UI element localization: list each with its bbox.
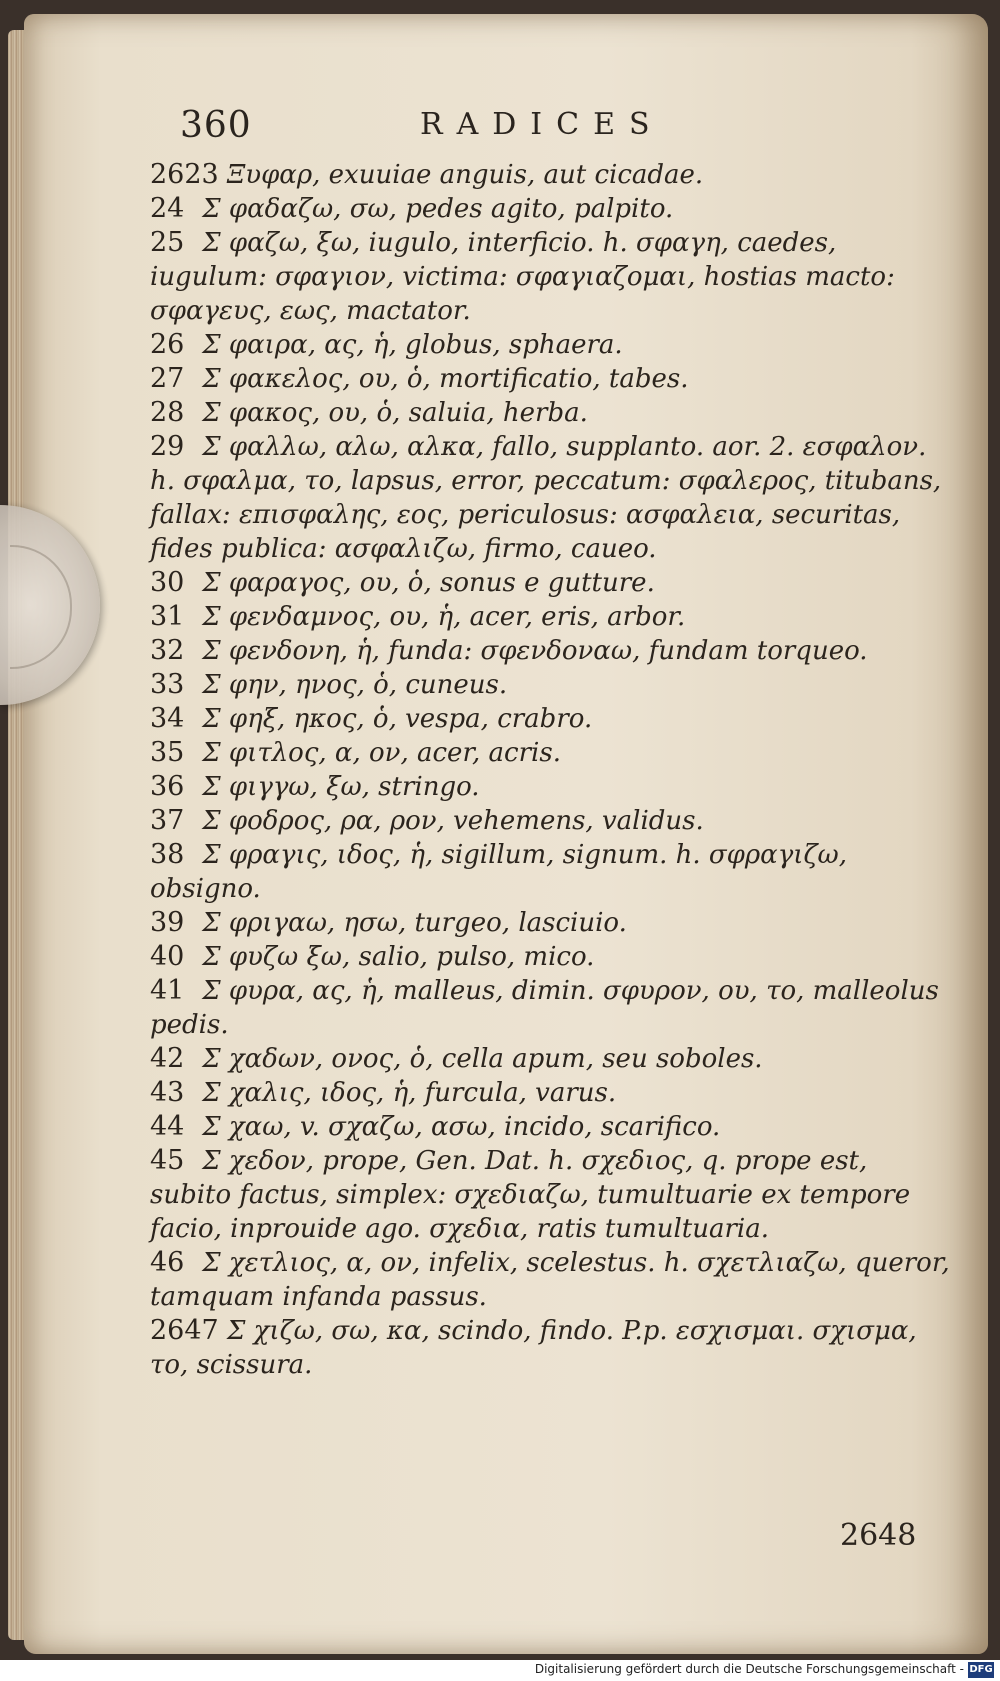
entry-number: 40 — [150, 941, 185, 972]
entry-text: Σ φαδαζω, σω, pedes agito, palpito. — [202, 194, 674, 224]
dictionary-entry — [150, 430, 950, 566]
entry-text: Σ χετλιος, α, ον, infelix, scelestus. h. σχετλιαζω, queror, tamquam infanda passus. — [150, 1248, 950, 1312]
entry-text: Σ φυρα, ας, ἡ, malleus, dimin. σφυρον, ου, το, malleolus pedis. — [150, 976, 939, 1040]
dictionary-entry — [150, 566, 950, 600]
entry-text: Σ φαραγος, ου, ὁ, sonus e gutture. — [202, 568, 655, 598]
entry-text: Σ φηξ, ηκος, ὁ, vespa, crabro. — [202, 704, 593, 734]
entry-text: Σ φενδαμνος, ου, ἡ, acer, eris, arbor. — [202, 602, 686, 632]
dictionary-entry — [150, 838, 950, 906]
dictionary-entry — [150, 974, 950, 1042]
dictionary-entry — [150, 362, 950, 396]
entry-number: 26 — [150, 329, 185, 360]
entry-text: Σ φακος, ου, ὁ, saluia, herba. — [202, 398, 588, 428]
dictionary-entry — [150, 600, 950, 634]
entry-number: 33 — [150, 669, 185, 700]
entry-text: Σ χιζω, σω, κα, scindo, findo. P.p. εσχισμαι. σχισμα, το, scissura. — [150, 1316, 917, 1380]
entry-number: 37 — [150, 805, 185, 836]
entry-number: 46 — [150, 1247, 185, 1278]
entry-number: 43 — [150, 1077, 185, 1108]
entry-text: Σ χαλις, ιδος, ἡ, furcula, varus. — [202, 1078, 617, 1108]
dictionary-entry — [150, 736, 950, 770]
entry-text: Σ φην, ηνος, ὁ, cuneus. — [202, 670, 508, 700]
entry-text: Σ χαω, v. σχαζω, ασω, incido, scarifico. — [202, 1112, 721, 1142]
entry-number: 39 — [150, 907, 185, 938]
page-number: 360 — [180, 105, 252, 146]
entry-number: 42 — [150, 1043, 185, 1074]
entry-text: Σ φριγαω, ησω, turgeo, lasciuio. — [202, 908, 627, 938]
entry-number: 34 — [150, 703, 185, 734]
dictionary-entry — [150, 192, 950, 226]
dictionary-entry — [150, 804, 950, 838]
entry-text: Σ φαιρα, ας, ἡ, globus, sphaera. — [202, 330, 623, 360]
digitization-footer — [0, 1660, 1000, 1681]
dictionary-entry — [150, 1042, 950, 1076]
dictionary-entry — [150, 1110, 950, 1144]
entry-number: 25 — [150, 227, 185, 258]
dictionary-entry — [150, 396, 950, 430]
entry-number: 31 — [150, 601, 185, 632]
entry-number: 29 — [150, 431, 185, 462]
entry-number: 24 — [150, 193, 185, 224]
entry-text: Σ φενδονη, ἡ, funda: σφενδοναω, fundam torqueo. — [202, 636, 868, 666]
entry-number: 27 — [150, 363, 185, 394]
entry-text: Σ χαδων, ονος, ὁ, cella apum, seu soboles. — [202, 1044, 763, 1074]
entry-number: 38 — [150, 839, 185, 870]
entry-text: Σ φαλλω, αλω, αλκα, fallo, supplanto. aor. 2. εσφαλον. h. σφαλμα, το, lapsus, error, peccatum: σφαλερος, titubans, fallax: επισφαλης, εος, periculosus: ασφαλεια, securitas, fides publica: ασφαλιζω, firmo, caueo. — [150, 432, 942, 564]
entry-text: Σ φακελος, ου, ὁ, mortificatio, tabes. — [202, 364, 689, 394]
page-header — [150, 95, 930, 155]
entry-text: Σ φιγγω, ξω, stringo. — [202, 772, 480, 802]
dictionary-entry — [150, 668, 950, 702]
entry-number: 32 — [150, 635, 185, 666]
catchword: 2648 — [840, 1518, 917, 1553]
dictionary-entries — [150, 158, 950, 1382]
entry-number: 28 — [150, 397, 185, 428]
entry-text: Σ φαζω, ξω, iugulo, interficio. h. σφαγη, caedes, iugulum: σφαγιον, victima: σφαγιαζομαι, hostias macto: σφαγευς, εως, mactator. — [150, 228, 895, 326]
entry-number: 44 — [150, 1111, 185, 1142]
running-head: RADICES — [420, 107, 664, 142]
entry-text: Σ φοδρος, ρα, ρον, vehemens, validus. — [202, 806, 704, 836]
entry-number: 45 — [150, 1145, 185, 1176]
entry-text: Σ φραγις, ιδος, ἡ, sigillum, signum. h. σφραγιζω, obsigno. — [150, 840, 847, 904]
dfg-logo-icon: DFG — [968, 1662, 994, 1678]
entry-number: 2623 — [150, 159, 219, 190]
funding-note: Digitalisierung gefördert durch die Deutsche Forschungsgemeinschaft - — [534, 1662, 964, 1676]
dictionary-entry — [150, 328, 950, 362]
entry-number: 2647 — [150, 1315, 219, 1346]
entry-number: 41 — [150, 975, 185, 1006]
dictionary-entry — [150, 940, 950, 974]
entry-number: 30 — [150, 567, 185, 598]
dictionary-entry — [150, 634, 950, 668]
entry-number: 35 — [150, 737, 185, 768]
entry-text: Σ χεδον, prope, Gen. Dat. h. σχεδιος, q. prope est, subito factus, simplex: σχεδιαζω, tumultuarie ex tempore facio, inprouide ago. σχεδια, ratis tumultuaria. — [150, 1146, 911, 1244]
entry-number: 36 — [150, 771, 185, 802]
dictionary-entry — [150, 1314, 950, 1382]
entry-text: Ξυφαρ, exuuiae anguis, aut cicadae. — [226, 160, 704, 190]
dictionary-entry — [150, 1246, 950, 1314]
dictionary-entry — [150, 702, 950, 736]
dictionary-entry — [150, 906, 950, 940]
dictionary-entry — [150, 1076, 950, 1110]
dictionary-entry — [150, 158, 950, 192]
dictionary-entry — [150, 770, 950, 804]
dictionary-entry — [150, 1144, 950, 1246]
entry-text: Σ φυζω ξω, salio, pulso, mico. — [202, 942, 595, 972]
entry-text: Σ φιτλος, α, ον, acer, acris. — [202, 738, 561, 768]
dictionary-entry — [150, 226, 950, 328]
